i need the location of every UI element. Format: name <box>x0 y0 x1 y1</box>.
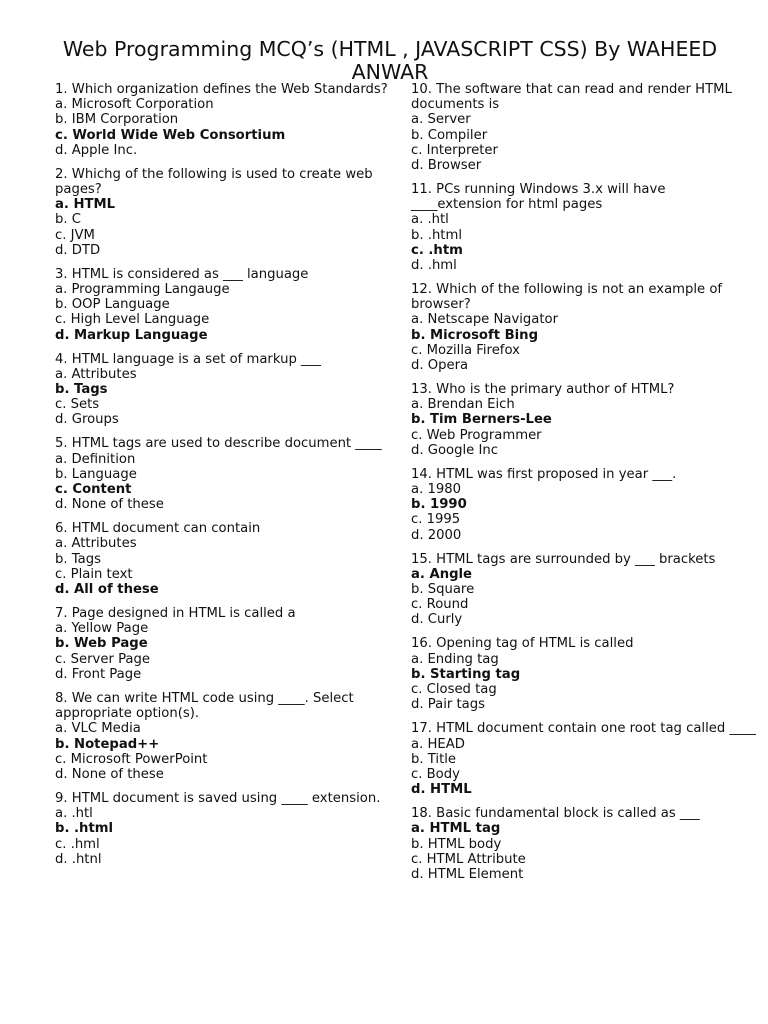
answer-option: a. 1980 <box>411 482 462 498</box>
question-block <box>55 82 395 158</box>
answer-option: c. Interpreter <box>411 142 498 158</box>
answer-option: d. Pair tags <box>411 697 485 713</box>
answer-option: a. Definition <box>55 451 136 467</box>
answer-option: b. Tags <box>55 551 101 567</box>
answer-option: c. HTML Attribute <box>411 851 526 867</box>
correct-answer-option: b. Web Page <box>55 636 148 652</box>
question-block <box>55 521 395 597</box>
question-block <box>411 721 756 797</box>
correct-answer-option: a. HTML <box>55 197 116 213</box>
answer-option: d. Apple Inc. <box>55 142 138 158</box>
answer-option: a. Yellow Page <box>55 621 149 637</box>
left-question-column <box>55 82 395 876</box>
answer-option: c. Closed tag <box>411 682 497 698</box>
correct-answer-option: a. HTML tag <box>411 821 501 837</box>
answer-option: a. Attributes <box>55 366 137 382</box>
question-block <box>55 606 395 682</box>
question-text: 17. HTML document contain one root tag called ____ <box>411 721 756 737</box>
answer-option: b. .html <box>411 227 462 243</box>
answer-option: a. HEAD <box>411 736 465 752</box>
answer-option: a. Programming Langauge <box>55 282 230 298</box>
question-block <box>411 552 756 628</box>
right-question-column <box>411 82 756 891</box>
answer-option: a. Netscape Navigator <box>411 312 559 328</box>
answer-option: c. Sets <box>55 397 100 413</box>
correct-answer-option: b. Notepad++ <box>55 736 160 752</box>
correct-answer-option: b. Starting tag <box>411 666 521 682</box>
question-text: 11. PCs running Windows 3.x will have ____extension for html pages <box>411 182 666 213</box>
question-text: 5. HTML tags are used to describe document ____ <box>55 436 382 452</box>
question-block <box>411 82 756 173</box>
question-block <box>55 267 395 343</box>
answer-option: c. Mozilla Firefox <box>411 342 520 358</box>
question-text: 3. HTML is considered as ___ language <box>55 266 309 282</box>
answer-option: d. .hml <box>411 258 457 274</box>
answer-option: a. Attributes <box>55 536 137 552</box>
answer-option: d. DTD <box>55 242 101 258</box>
answer-option: b. Title <box>411 751 457 767</box>
question-text: 2. Whichg of the following is used to create web pages? <box>55 166 373 198</box>
answer-option: b. C <box>55 212 81 228</box>
question-block <box>411 636 756 712</box>
correct-answer-option: a. Angle <box>411 566 472 582</box>
answer-option: b. HTML body <box>411 836 502 852</box>
answer-option: a. Brendan Eich <box>411 397 515 413</box>
question-text: 4. HTML language is a set of markup ___ <box>55 351 321 367</box>
answer-option: c. .hml <box>55 836 100 852</box>
answer-option: d. None of these <box>55 766 164 782</box>
question-text: 7. Page designed in HTML is called a <box>55 606 296 622</box>
answer-option: b. Language <box>55 466 137 482</box>
answer-option: c. Plain text <box>55 566 133 582</box>
answer-option: d. Curly <box>411 612 463 628</box>
question-block <box>411 467 756 543</box>
question-text: 13. Who is the primary author of HTML? <box>411 382 675 398</box>
question-text: 1. Which organization defines the Web Standards? <box>55 82 388 97</box>
answer-option: c. Microsoft PowerPoint <box>55 751 208 767</box>
correct-answer-option: b. 1990 <box>411 497 467 513</box>
answer-option: d. Google Inc <box>411 442 498 458</box>
question-text: 16. Opening tag of HTML is called <box>411 636 634 652</box>
answer-option: c. 1995 <box>411 512 461 528</box>
question-text: 15. HTML tags are surrounded by ___ brackets <box>411 551 716 567</box>
answer-option: a. Ending tag <box>411 651 499 667</box>
correct-answer-option: c. Content <box>55 482 132 498</box>
answer-option: c. Round <box>411 597 469 613</box>
page-title: Web Programming MCQ’s (HTML , JAVASCRIPT CSS) By WAHEED ANWAR <box>62 37 718 84</box>
question-block <box>55 691 395 782</box>
question-block <box>55 167 395 258</box>
correct-answer-option: c. .htm <box>411 242 463 258</box>
correct-answer-option: d. HTML <box>411 782 472 798</box>
correct-answer-option: b. .html <box>55 821 114 837</box>
question-block <box>411 806 756 882</box>
answer-option: c. High Level Language <box>55 312 210 328</box>
answer-option: d. None of these <box>55 497 164 513</box>
answer-option: d. HTML Element <box>411 866 524 882</box>
answer-option: c. Web Programmer <box>411 427 542 443</box>
correct-answer-option: d. Markup Language <box>55 327 208 343</box>
answer-option: d. 2000 <box>411 527 462 543</box>
question-block <box>55 791 395 867</box>
question-block <box>411 282 756 373</box>
correct-answer-option: b. Tags <box>55 382 108 398</box>
correct-answer-option: d. All of these <box>55 582 159 598</box>
answer-option: d. Front Page <box>55 666 142 682</box>
answer-option: d. Opera <box>411 358 469 374</box>
answer-option: c. Body <box>411 766 460 782</box>
correct-answer-option: b. Microsoft Bing <box>411 327 539 343</box>
answer-option: a. Microsoft Corporation <box>55 97 214 113</box>
answer-option: d. Groups <box>55 412 119 428</box>
question-text: 8. We can write HTML code using ____. Select appropriate option(s). <box>55 690 354 722</box>
question-block <box>411 382 756 458</box>
correct-answer-option: c. World Wide Web Consortium <box>55 127 286 143</box>
correct-answer-option: b. Tim Berners-Lee <box>411 412 552 428</box>
question-text: 10. The software that can read and render HTML documents is <box>411 82 732 113</box>
answer-option: c. JVM <box>55 227 95 243</box>
question-text: 18. Basic fundamental block is called as ___ <box>411 806 700 822</box>
question-text: 6. HTML document can contain <box>55 521 261 537</box>
answer-option: d. Browser <box>411 158 482 174</box>
answer-option: a. .htl <box>411 212 449 228</box>
question-block <box>55 436 395 512</box>
answer-option: b. OOP Language <box>55 297 170 313</box>
answer-option: a. .htl <box>55 806 93 822</box>
question-block <box>411 182 756 273</box>
question-text: 14. HTML was first proposed in year ___. <box>411 466 677 482</box>
answer-option: d. .htnl <box>55 851 102 867</box>
question-text: 12. Which of the following is not an example of browser? <box>411 282 723 313</box>
question-block <box>55 352 395 428</box>
answer-option: b. Compiler <box>411 127 488 143</box>
answer-option: b. IBM Corporation <box>55 112 179 128</box>
question-text: 9. HTML document is saved using ____ extension. <box>55 790 381 806</box>
answer-option: c. Server Page <box>55 651 150 667</box>
answer-option: b. Square <box>411 582 475 598</box>
answer-option: a. VLC Media <box>55 721 141 737</box>
answer-option: a. Server <box>411 112 471 128</box>
